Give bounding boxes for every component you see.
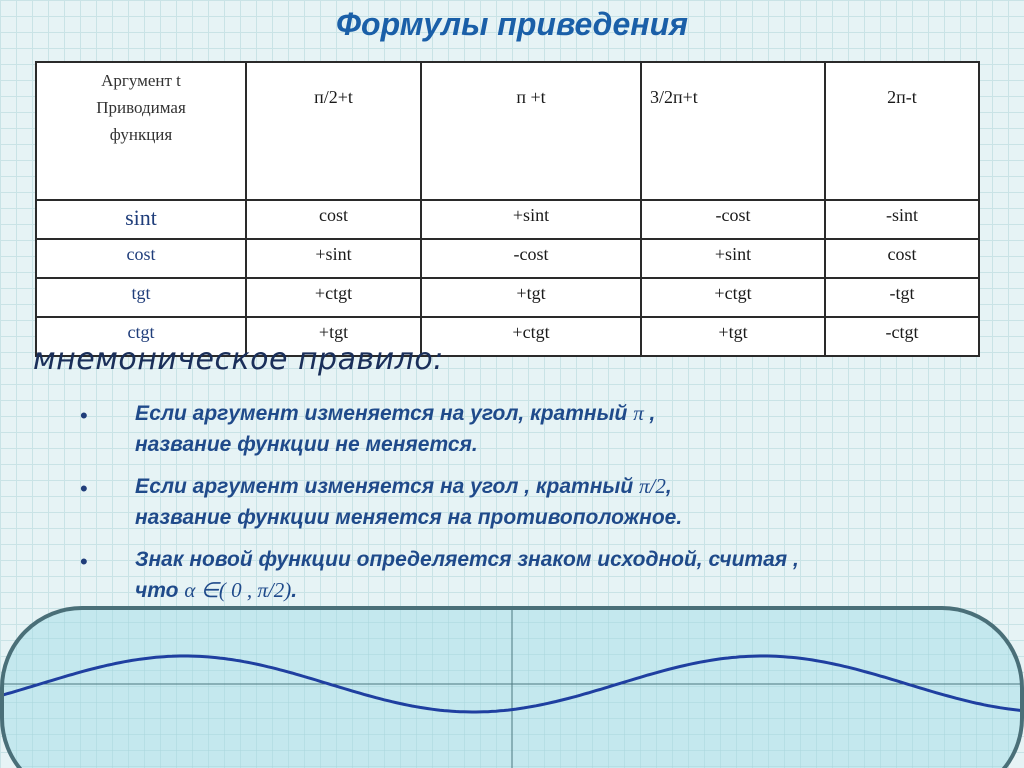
corner-cell bbox=[36, 62, 246, 200]
row-function-sint: sint bbox=[36, 200, 246, 239]
rule-2-symbol: π/2 bbox=[639, 474, 666, 498]
table-header-row bbox=[36, 62, 979, 200]
table-cell: -tgt bbox=[825, 278, 979, 317]
corner-line-function: функция bbox=[109, 125, 173, 144]
rule-3 bbox=[135, 544, 799, 606]
column-header-pi-half-plus-t: п/2+t bbox=[246, 62, 421, 200]
row-function-cost: cost bbox=[36, 239, 246, 278]
rule-3-end: . bbox=[291, 579, 298, 602]
rule-2 bbox=[135, 471, 682, 533]
row-function-ctgt: ctgt bbox=[36, 317, 246, 356]
rule-1 bbox=[135, 398, 655, 460]
reduction-formulas-table bbox=[35, 61, 980, 357]
rule-3-text: что bbox=[135, 579, 185, 602]
table-cell: -sint bbox=[825, 200, 979, 239]
table-cell: -cost bbox=[421, 239, 641, 278]
rule-2-text: Если аргумент изменяется на угол , кратный bbox=[135, 475, 640, 498]
bullet-marker: • bbox=[80, 403, 88, 428]
rule-2-end: , bbox=[665, 475, 672, 498]
rule-1-text: Если аргумент изменяется на угол, кратный bbox=[135, 402, 634, 425]
table-row bbox=[36, 278, 979, 317]
corner-line-argument: Аргумент t bbox=[101, 71, 181, 90]
sine-wave-decoration bbox=[0, 606, 1024, 768]
corner-line-function-label: Приводимая bbox=[96, 98, 186, 117]
bullet-marker: • bbox=[80, 476, 88, 501]
table-cell: +sint bbox=[246, 239, 421, 278]
table-row bbox=[36, 239, 979, 278]
rule-3-symbol: α ∈( 0 , π/2) bbox=[184, 578, 292, 602]
table-cell: +sint bbox=[641, 239, 825, 278]
table-cell: -ctgt bbox=[825, 317, 979, 356]
rule-3-line-2 bbox=[135, 575, 799, 606]
table-cell: +tgt bbox=[246, 317, 421, 356]
table-cell: +tgt bbox=[421, 278, 641, 317]
table-row bbox=[36, 200, 979, 239]
column-header-pi-plus-t: п +t bbox=[421, 62, 641, 200]
table-cell: +ctgt bbox=[421, 317, 641, 356]
rule-1-end: , bbox=[643, 402, 656, 425]
table-cell: +ctgt bbox=[246, 278, 421, 317]
row-function-tgt: tgt bbox=[36, 278, 246, 317]
mnemonic-heading: мнемоническое правило: bbox=[33, 342, 444, 377]
rule-1-symbol: π bbox=[633, 401, 644, 425]
column-header-three-halves-pi-plus-t: 3/2п+t bbox=[641, 62, 825, 200]
rule-2-line-1 bbox=[135, 471, 682, 502]
table-cell: +ctgt bbox=[641, 278, 825, 317]
table-cell: -cost bbox=[641, 200, 825, 239]
column-header-two-pi-minus-t: 2п-t bbox=[825, 62, 979, 200]
table-cell: +sint bbox=[421, 200, 641, 239]
rule-1-line-2: название функции не меняется. bbox=[135, 433, 478, 456]
table-cell: cost bbox=[825, 239, 979, 278]
rule-3-line-1: Знак новой функции определяется знаком исходной, считая , bbox=[135, 548, 799, 571]
rule-2-line-2: название функции меняется на противоположное. bbox=[135, 506, 683, 529]
page-title: Формулы приведения bbox=[336, 6, 688, 42]
bullet-marker: • bbox=[80, 549, 88, 574]
rule-1-line-1 bbox=[135, 398, 655, 429]
table-cell: cost bbox=[246, 200, 421, 239]
table-cell: +tgt bbox=[641, 317, 825, 356]
